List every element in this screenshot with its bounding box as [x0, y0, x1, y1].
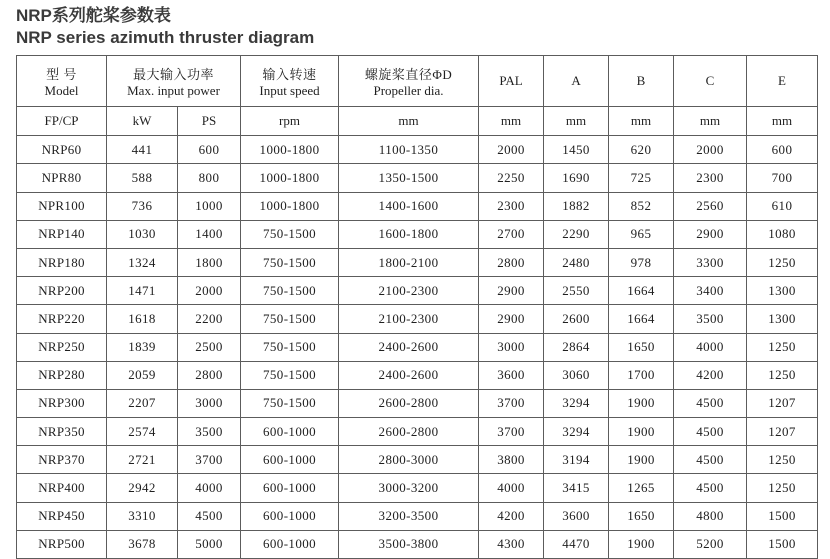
table-row — [17, 361, 818, 389]
model-cell: NRP350 — [17, 418, 107, 446]
table-body — [17, 136, 818, 559]
value-cell: 2550 — [544, 277, 609, 305]
value-cell: 1000 — [178, 192, 241, 220]
value-cell: 1900 — [609, 446, 674, 474]
value-cell: 3700 — [479, 418, 544, 446]
value-cell: 3300 — [674, 248, 747, 276]
units-cell-mm-a: mm — [544, 107, 609, 136]
value-cell: 1700 — [609, 361, 674, 389]
model-cell: NPR100 — [17, 192, 107, 220]
table-row — [17, 192, 818, 220]
value-cell: 1800 — [178, 248, 241, 276]
value-cell: 4300 — [479, 530, 544, 558]
value-cell: 2721 — [107, 446, 178, 474]
value-cell: 1000-1800 — [241, 164, 339, 192]
value-cell: 1080 — [747, 220, 818, 248]
value-cell: 1400 — [178, 220, 241, 248]
value-cell: 1000-1800 — [241, 136, 339, 164]
model-cell: NRP370 — [17, 446, 107, 474]
header-input-speed-en: Input speed — [259, 82, 320, 98]
table-row — [17, 136, 818, 164]
value-cell: 2207 — [107, 389, 178, 417]
model-cell: NRP300 — [17, 389, 107, 417]
value-cell: 1250 — [747, 446, 818, 474]
model-cell: NRP220 — [17, 305, 107, 333]
value-cell: 3400 — [674, 277, 747, 305]
value-cell: 2500 — [178, 333, 241, 361]
table-row — [17, 277, 818, 305]
value-cell: 1100-1350 — [339, 136, 479, 164]
value-cell: 750-1500 — [241, 248, 339, 276]
value-cell: 3200-3500 — [339, 502, 479, 530]
model-cell: NPR80 — [17, 164, 107, 192]
model-cell: NRP60 — [17, 136, 107, 164]
value-cell: 800 — [178, 164, 241, 192]
header-a: A — [544, 56, 609, 107]
value-cell: 3000-3200 — [339, 474, 479, 502]
header-max-input-power-en: Max. input power — [127, 82, 220, 98]
value-cell: 2700 — [479, 220, 544, 248]
units-cell-rpm: rpm — [241, 107, 339, 136]
value-cell: 3294 — [544, 418, 609, 446]
model-cell: NRP140 — [17, 220, 107, 248]
value-cell: 4000 — [479, 474, 544, 502]
value-cell: 2942 — [107, 474, 178, 502]
value-cell: 2300 — [479, 192, 544, 220]
table-row — [17, 530, 818, 558]
value-cell: 750-1500 — [241, 220, 339, 248]
model-cell: NRP250 — [17, 333, 107, 361]
value-cell: 3800 — [479, 446, 544, 474]
value-cell: 1207 — [747, 389, 818, 417]
value-cell: 2900 — [479, 277, 544, 305]
header-propeller-dia — [339, 56, 479, 107]
value-cell: 4000 — [178, 474, 241, 502]
value-cell: 2000 — [674, 136, 747, 164]
value-cell: 3700 — [178, 446, 241, 474]
table-header — [17, 56, 818, 136]
value-cell: 3060 — [544, 361, 609, 389]
value-cell: 700 — [747, 164, 818, 192]
header-propeller-dia-en: Propeller dia. — [373, 82, 444, 98]
value-cell: 852 — [609, 192, 674, 220]
value-cell: 4500 — [178, 502, 241, 530]
value-cell: 4800 — [674, 502, 747, 530]
table-row — [17, 220, 818, 248]
value-cell: 2574 — [107, 418, 178, 446]
value-cell: 600-1000 — [241, 446, 339, 474]
value-cell: 3415 — [544, 474, 609, 502]
value-cell: 3500 — [674, 305, 747, 333]
value-cell: 3294 — [544, 389, 609, 417]
value-cell: 5000 — [178, 530, 241, 558]
value-cell: 1400-1600 — [339, 192, 479, 220]
value-cell: 2560 — [674, 192, 747, 220]
value-cell: 1030 — [107, 220, 178, 248]
value-cell: 2600-2800 — [339, 389, 479, 417]
header-row-units — [17, 107, 818, 136]
value-cell: 750-1500 — [241, 277, 339, 305]
model-cell: NRP180 — [17, 248, 107, 276]
page-title-chinese: NRP系列舵桨参数表 — [16, 6, 171, 25]
value-cell: 620 — [609, 136, 674, 164]
value-cell: 750-1500 — [241, 305, 339, 333]
value-cell: 610 — [747, 192, 818, 220]
value-cell: 3310 — [107, 502, 178, 530]
value-cell: 4200 — [674, 361, 747, 389]
value-cell: 1900 — [609, 389, 674, 417]
value-cell: 5200 — [674, 530, 747, 558]
value-cell: 1300 — [747, 305, 818, 333]
value-cell: 1650 — [609, 333, 674, 361]
value-cell: 1690 — [544, 164, 609, 192]
units-cell-mm-c: mm — [674, 107, 747, 136]
value-cell: 1000-1800 — [241, 192, 339, 220]
value-cell: 2400-2600 — [339, 361, 479, 389]
value-cell: 600-1000 — [241, 502, 339, 530]
model-cell: NRP280 — [17, 361, 107, 389]
value-cell: 1650 — [609, 502, 674, 530]
value-cell: 4200 — [479, 502, 544, 530]
value-cell: 2900 — [479, 305, 544, 333]
value-cell: 1882 — [544, 192, 609, 220]
table-row — [17, 502, 818, 530]
value-cell: 2864 — [544, 333, 609, 361]
model-cell: NRP500 — [17, 530, 107, 558]
value-cell: 2000 — [479, 136, 544, 164]
value-cell: 2300 — [674, 164, 747, 192]
value-cell: 1250 — [747, 474, 818, 502]
value-cell: 725 — [609, 164, 674, 192]
table-row — [17, 305, 818, 333]
header-input-speed-zh: 输入转速 — [262, 66, 317, 82]
value-cell: 588 — [107, 164, 178, 192]
value-cell: 1471 — [107, 277, 178, 305]
value-cell: 1350-1500 — [339, 164, 479, 192]
table-row — [17, 446, 818, 474]
value-cell: 1300 — [747, 277, 818, 305]
value-cell: 1250 — [747, 333, 818, 361]
model-cell: NRP200 — [17, 277, 107, 305]
header-propeller-dia-zh: 螺旋桨直径ΦD — [364, 66, 453, 82]
value-cell: 2000 — [178, 277, 241, 305]
header-max-input-power-zh: 最大输入功率 — [133, 66, 215, 82]
header-c: C — [674, 56, 747, 107]
value-cell: 2480 — [544, 248, 609, 276]
value-cell: 750-1500 — [241, 361, 339, 389]
value-cell: 3500-3800 — [339, 530, 479, 558]
value-cell: 2290 — [544, 220, 609, 248]
value-cell: 600-1000 — [241, 530, 339, 558]
value-cell: 3600 — [479, 361, 544, 389]
thruster-parameters-table — [16, 55, 818, 559]
header-b: B — [609, 56, 674, 107]
value-cell: 1800-2100 — [339, 248, 479, 276]
value-cell: 2800 — [479, 248, 544, 276]
value-cell: 3000 — [479, 333, 544, 361]
value-cell: 1450 — [544, 136, 609, 164]
value-cell: 600 — [747, 136, 818, 164]
value-cell: 2800 — [178, 361, 241, 389]
units-cell-mm-e: mm — [747, 107, 818, 136]
model-cell: NRP400 — [17, 474, 107, 502]
value-cell: 1324 — [107, 248, 178, 276]
value-cell: 4500 — [674, 474, 747, 502]
units-cell-mm-dia: mm — [339, 107, 479, 136]
header-model-en: Model — [44, 82, 79, 98]
value-cell: 4500 — [674, 446, 747, 474]
value-cell: 1207 — [747, 418, 818, 446]
value-cell: 3700 — [479, 389, 544, 417]
table-row — [17, 389, 818, 417]
value-cell: 1618 — [107, 305, 178, 333]
header-input-speed — [241, 56, 339, 107]
value-cell: 2600-2800 — [339, 418, 479, 446]
header-pal: PAL — [479, 56, 544, 107]
units-cell-kw: kW — [107, 107, 178, 136]
value-cell: 3500 — [178, 418, 241, 446]
header-e: E — [747, 56, 818, 107]
value-cell: 3678 — [107, 530, 178, 558]
value-cell: 750-1500 — [241, 389, 339, 417]
table-row — [17, 248, 818, 276]
value-cell: 3000 — [178, 389, 241, 417]
value-cell: 1250 — [747, 248, 818, 276]
value-cell: 1500 — [747, 530, 818, 558]
header-row-main — [17, 56, 818, 107]
value-cell: 2900 — [674, 220, 747, 248]
value-cell: 1900 — [609, 418, 674, 446]
value-cell: 965 — [609, 220, 674, 248]
value-cell: 3600 — [544, 502, 609, 530]
value-cell: 4500 — [674, 418, 747, 446]
value-cell: 1500 — [747, 502, 818, 530]
value-cell: 4500 — [674, 389, 747, 417]
value-cell: 2100-2300 — [339, 305, 479, 333]
units-cell-mm-b: mm — [609, 107, 674, 136]
value-cell: 2059 — [107, 361, 178, 389]
value-cell: 1839 — [107, 333, 178, 361]
units-cell-ps: PS — [178, 107, 241, 136]
table-row — [17, 164, 818, 192]
value-cell: 736 — [107, 192, 178, 220]
value-cell: 1600-1800 — [339, 220, 479, 248]
table-row — [17, 474, 818, 502]
value-cell: 1664 — [609, 277, 674, 305]
value-cell: 2250 — [479, 164, 544, 192]
value-cell: 1265 — [609, 474, 674, 502]
value-cell: 600-1000 — [241, 474, 339, 502]
value-cell: 2800-3000 — [339, 446, 479, 474]
value-cell: 1664 — [609, 305, 674, 333]
model-cell: NRP450 — [17, 502, 107, 530]
value-cell: 600-1000 — [241, 418, 339, 446]
value-cell: 441 — [107, 136, 178, 164]
value-cell: 1900 — [609, 530, 674, 558]
value-cell: 2100-2300 — [339, 277, 479, 305]
page-title-english: NRP series azimuth thruster diagram — [16, 28, 315, 48]
table-row — [17, 418, 818, 446]
value-cell: 2400-2600 — [339, 333, 479, 361]
value-cell: 2200 — [178, 305, 241, 333]
value-cell: 4470 — [544, 530, 609, 558]
units-cell-fpcp: FP/CP — [17, 107, 107, 136]
value-cell: 4000 — [674, 333, 747, 361]
page-titles — [16, 5, 816, 49]
header-model — [17, 56, 107, 107]
value-cell: 2600 — [544, 305, 609, 333]
value-cell: 1250 — [747, 361, 818, 389]
value-cell: 600 — [178, 136, 241, 164]
header-model-zh: 型 号 — [46, 66, 77, 82]
value-cell: 3194 — [544, 446, 609, 474]
value-cell: 750-1500 — [241, 333, 339, 361]
header-max-input-power — [107, 56, 241, 107]
units-cell-mm-pal: mm — [479, 107, 544, 136]
table-row — [17, 333, 818, 361]
value-cell: 978 — [609, 248, 674, 276]
